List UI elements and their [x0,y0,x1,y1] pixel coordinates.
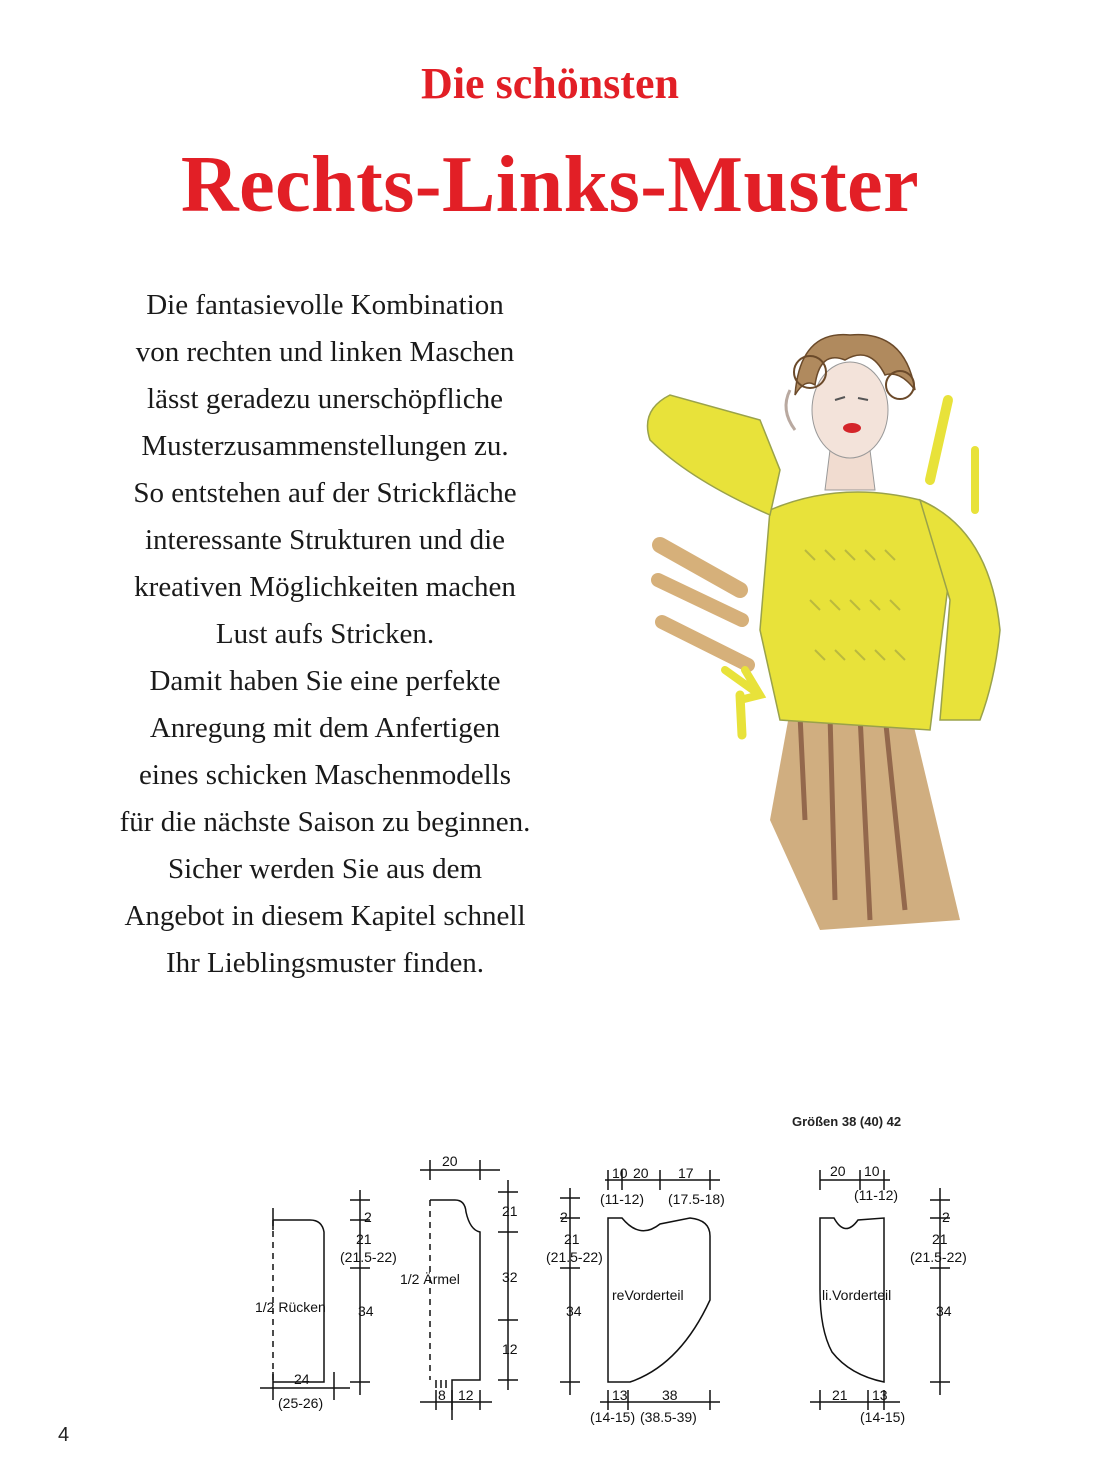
left-front-bottom-b-dim: 13 [872,1387,888,1403]
fashion-illustration [630,300,1020,940]
intro-line: Damit haben Sie eine perfekte [149,665,501,697]
left-front-shoulder-dim: 2 [942,1209,950,1225]
intro-line: von rechten und linken Maschen [135,336,515,368]
left-front-top-b-alt-dim: (11-12) [854,1187,899,1203]
intro-line: interessante Strukturen und die [145,524,505,556]
back-pattern-piece [260,1190,370,1400]
back-armhole-dim: 21 [356,1231,372,1247]
right-front-shoulder-dim: 2 [560,1209,568,1225]
page-number: 4 [58,1424,70,1446]
sleeve-pattern-piece [420,1160,518,1420]
right-front-top-b-dim: 20 [633,1165,649,1181]
intro-line: lässt geradezu unerschöpfliche [147,383,503,415]
sleeve-label: 1/2 Ärmel [400,1271,460,1287]
back-width-dim: 24 [294,1371,310,1387]
intro-line: Ihr Lieblingsmuster finden. [165,947,485,979]
chapter-title: Rechts-Links-Muster [180,141,920,229]
left-front-bottom-b-alt-dim: (14-15) [860,1409,906,1425]
intro-line: Anregung mit dem Anfertigen [149,712,501,744]
sleeve-left [648,395,781,515]
left-front-label: li.Vorderteil [822,1287,892,1303]
sleeve-bottom-right-dim: 12 [458,1387,474,1403]
intro-line: kreativen Möglichkeiten machen [134,571,516,603]
right-front-bottom-a-alt-dim: (14-15) [590,1409,636,1425]
intro-line: So entstehen auf der Strickfläche [133,477,517,509]
sleeve-bottom-left-dim: 8 [438,1387,446,1403]
intro-line: Musterzusammenstellungen zu. [141,430,509,462]
back-width-alt-dim: (25-26) [278,1395,324,1411]
sizes-label: Größen 38 (40) 42 [792,1114,902,1129]
right-front-top-a-alt-dim: (11-12) [600,1191,645,1207]
right-front-top-a-dim: 10 [612,1165,628,1181]
right-front-bottom-b-alt-dim: (38.5-39) [640,1409,697,1425]
intro-line: Die fantasievolle Kombination [146,289,504,321]
right-front-armhole-alt-dim: (21.5-22) [546,1249,603,1265]
sleeve-cap-dim: 21 [502,1203,518,1219]
arrow-mark [930,400,948,480]
intro-line: für die nächste Saison zu beginnen. [119,806,531,838]
intro-text [40,282,610,987]
left-front-top-b-dim: 10 [864,1163,880,1179]
left-front-armhole-dim: 21 [932,1231,948,1247]
left-front-bottom-a-dim: 21 [832,1387,848,1403]
intro-line: Lust aufs Stricken. [215,618,435,650]
sleeve-top-dim: 20 [442,1153,458,1169]
left-front-armhole-alt-dim: (21.5-22) [910,1249,967,1265]
right-front-bottom-a-dim: 13 [612,1387,628,1403]
right-front-bottom-b-dim: 38 [662,1387,678,1403]
left-front-top-a-dim: 20 [830,1163,846,1179]
face [812,362,888,458]
chapter-subtitle: Die schönsten [421,59,679,108]
back-body-dim: 34 [358,1303,374,1319]
sleeve-length-dim: 32 [502,1269,518,1285]
sweater [760,492,950,730]
right-front-top-c-dim: 17 [678,1165,694,1181]
right-front-top-c-alt-dim: (17.5-18) [668,1191,725,1207]
intro-line: eines schicken Maschenmodells [138,759,512,791]
back-armhole-alt-dim: (21.5-22) [340,1249,397,1265]
arrow-mark [740,695,742,735]
right-front-body-dim: 34 [566,1303,582,1319]
right-front-armhole-dim: 21 [564,1231,580,1247]
left-front-body-dim: 34 [936,1303,952,1319]
intro-line: Sicher werden Sie aus dem [167,853,483,885]
marker-strokes [658,545,748,665]
intro-line: Angebot in diesem Kapitel schnell [124,900,526,932]
pattern-diagrams [240,1140,980,1425]
right-front-label: reVorderteil [612,1287,684,1303]
back-shoulder-dim: 2 [364,1209,372,1225]
back-label: 1/2 Rücken [255,1299,326,1315]
sleeve-cuff-dim: 12 [502,1341,518,1357]
